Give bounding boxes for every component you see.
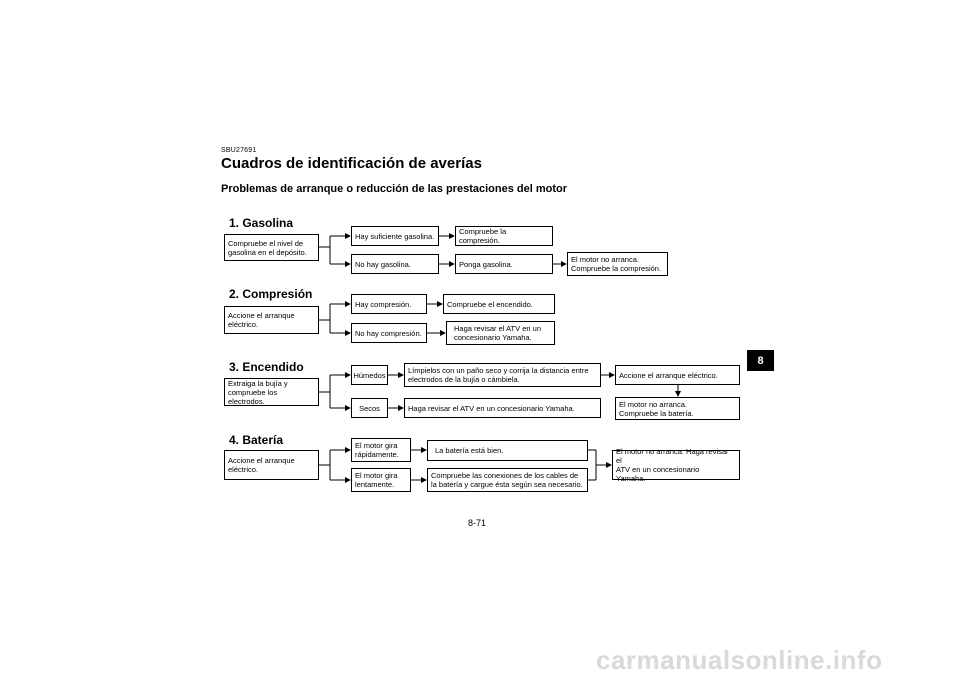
gasolina-no-action-text: Ponga gasolina. xyxy=(459,259,513,269)
gasolina-result-line-2: Compruebe la compresión. xyxy=(571,264,662,273)
gasolina-start-line-2: gasolina en el depósito. xyxy=(228,247,307,257)
compresion-no-action-line-1: Haga revisar el ATV en un xyxy=(454,324,541,333)
bateria-slow-action-line-1: Compruebe las conexiones de los cables de xyxy=(431,471,579,480)
encendido-wet-action-line-1: Límpielos con un paño seco y corrija la distancia entre xyxy=(408,366,589,375)
reference-code: SBU27691 xyxy=(221,147,257,154)
bateria-slow-action-box xyxy=(427,468,588,492)
bateria-slow-box xyxy=(351,468,411,492)
page-title: Cuadros de identificación de averías xyxy=(221,155,482,172)
compresion-yes-box xyxy=(351,294,427,314)
encendido-wet-box xyxy=(351,365,388,385)
compresion-yes-action-box xyxy=(443,294,555,314)
bateria-result-line-1: El motor no arranca. Haga revisar el xyxy=(616,447,729,465)
gasolina-no-text: No hay gasolina. xyxy=(355,259,411,269)
encendido-wet-text: Húmedos xyxy=(353,370,386,380)
gasolina-yes-action-box xyxy=(455,226,553,246)
gasolina-yes-box xyxy=(351,226,439,246)
section-heading-gasolina: 1. Gasolina xyxy=(229,216,294,230)
page-subtitle: Problemas de arranque o reducción de las prestaciones del motor xyxy=(221,183,567,195)
encendido-wet-next-text: Accione el arranque eléctrico. xyxy=(619,370,718,380)
encendido-result-line-1: El motor no arranca. xyxy=(619,399,687,409)
compresion-no-text: No hay compresión. xyxy=(355,328,422,338)
bateria-fast-action-box xyxy=(427,440,588,461)
compresion-start-line-1: Accione el arranque xyxy=(228,311,295,320)
gasolina-start-line-1: Compruebe el nivel de xyxy=(228,238,304,248)
encendido-wet-action-box xyxy=(404,363,601,387)
encendido-dry-action-box xyxy=(404,398,601,418)
gasolina-result-box xyxy=(567,252,668,276)
bateria-fast-line-1: El motor gira xyxy=(355,441,398,450)
chapter-tab: 8 xyxy=(747,350,774,371)
encendido-wet-action-line-2: electrodos de la bujía o cámbiela. xyxy=(408,375,520,384)
bateria-result-line-3: Yamaha. xyxy=(616,474,646,483)
encendido-result-box xyxy=(615,397,740,420)
bateria-result-box xyxy=(612,447,740,483)
watermark-text: carmanualsonline.info xyxy=(596,645,883,675)
section-heading-compresion: 2. Compresión xyxy=(229,287,313,301)
encendido-result-line-2: Compruebe la batería. xyxy=(619,408,694,418)
gasolina-yes-text: Hay suficiente gasolina. xyxy=(355,231,435,241)
gasolina-yes-action-text: Compruebe la compresión. xyxy=(459,227,507,245)
bateria-slow-line-2: lentamente. xyxy=(355,480,395,489)
section-heading-encendido: 3. Encendido xyxy=(229,360,304,374)
compresion-yes-text: Hay compresión. xyxy=(355,299,412,309)
compresion-no-action-box xyxy=(446,321,555,345)
bateria-fast-action-text: La batería está bien. xyxy=(435,446,504,455)
gasolina-no-action-box xyxy=(455,254,553,274)
bateria-result-line-2: ATV en un concesionario xyxy=(616,465,700,474)
encendido-wet-next-box xyxy=(615,365,740,385)
bateria-start-line-2: eléctrico. xyxy=(228,465,259,474)
gasolina-no-box xyxy=(351,254,439,274)
compresion-start-box xyxy=(224,306,319,334)
encendido-start-box xyxy=(224,378,319,406)
encendido-dry-box xyxy=(351,398,388,418)
compresion-no-action-line-2: concesionario Yamaha. xyxy=(454,333,532,342)
bateria-start-line-1: Accione el arranque xyxy=(228,456,295,465)
bateria-slow-action-line-2: la batería y cargue ésta según sea necesario. xyxy=(431,480,583,489)
bateria-start-box xyxy=(224,450,319,480)
compresion-yes-action-text: Compruebe el encendido. xyxy=(447,299,533,309)
page-number: 8-71 xyxy=(468,518,487,528)
compresion-no-box xyxy=(351,323,427,343)
bateria-slow-line-1: El motor gira xyxy=(355,471,398,480)
encendido-dry-text: Secos xyxy=(359,403,380,413)
encendido-dry-action-text: Haga revisar el ATV en un concesionario Yamaha. xyxy=(408,403,575,413)
compresion-start-line-2: eléctrico. xyxy=(228,320,259,329)
bateria-fast-line-2: rápidamente. xyxy=(355,450,399,459)
encendido-start-line-2: compruebe los electrodos. xyxy=(228,387,278,406)
gasolina-result-line-1: El motor no arranca. xyxy=(571,255,639,264)
bateria-fast-box xyxy=(351,438,411,462)
gasolina-start-box xyxy=(224,234,319,261)
section-heading-bateria: 4. Batería xyxy=(229,433,284,447)
encendido-start-line-1: Extraiga la bujía y xyxy=(228,378,288,388)
